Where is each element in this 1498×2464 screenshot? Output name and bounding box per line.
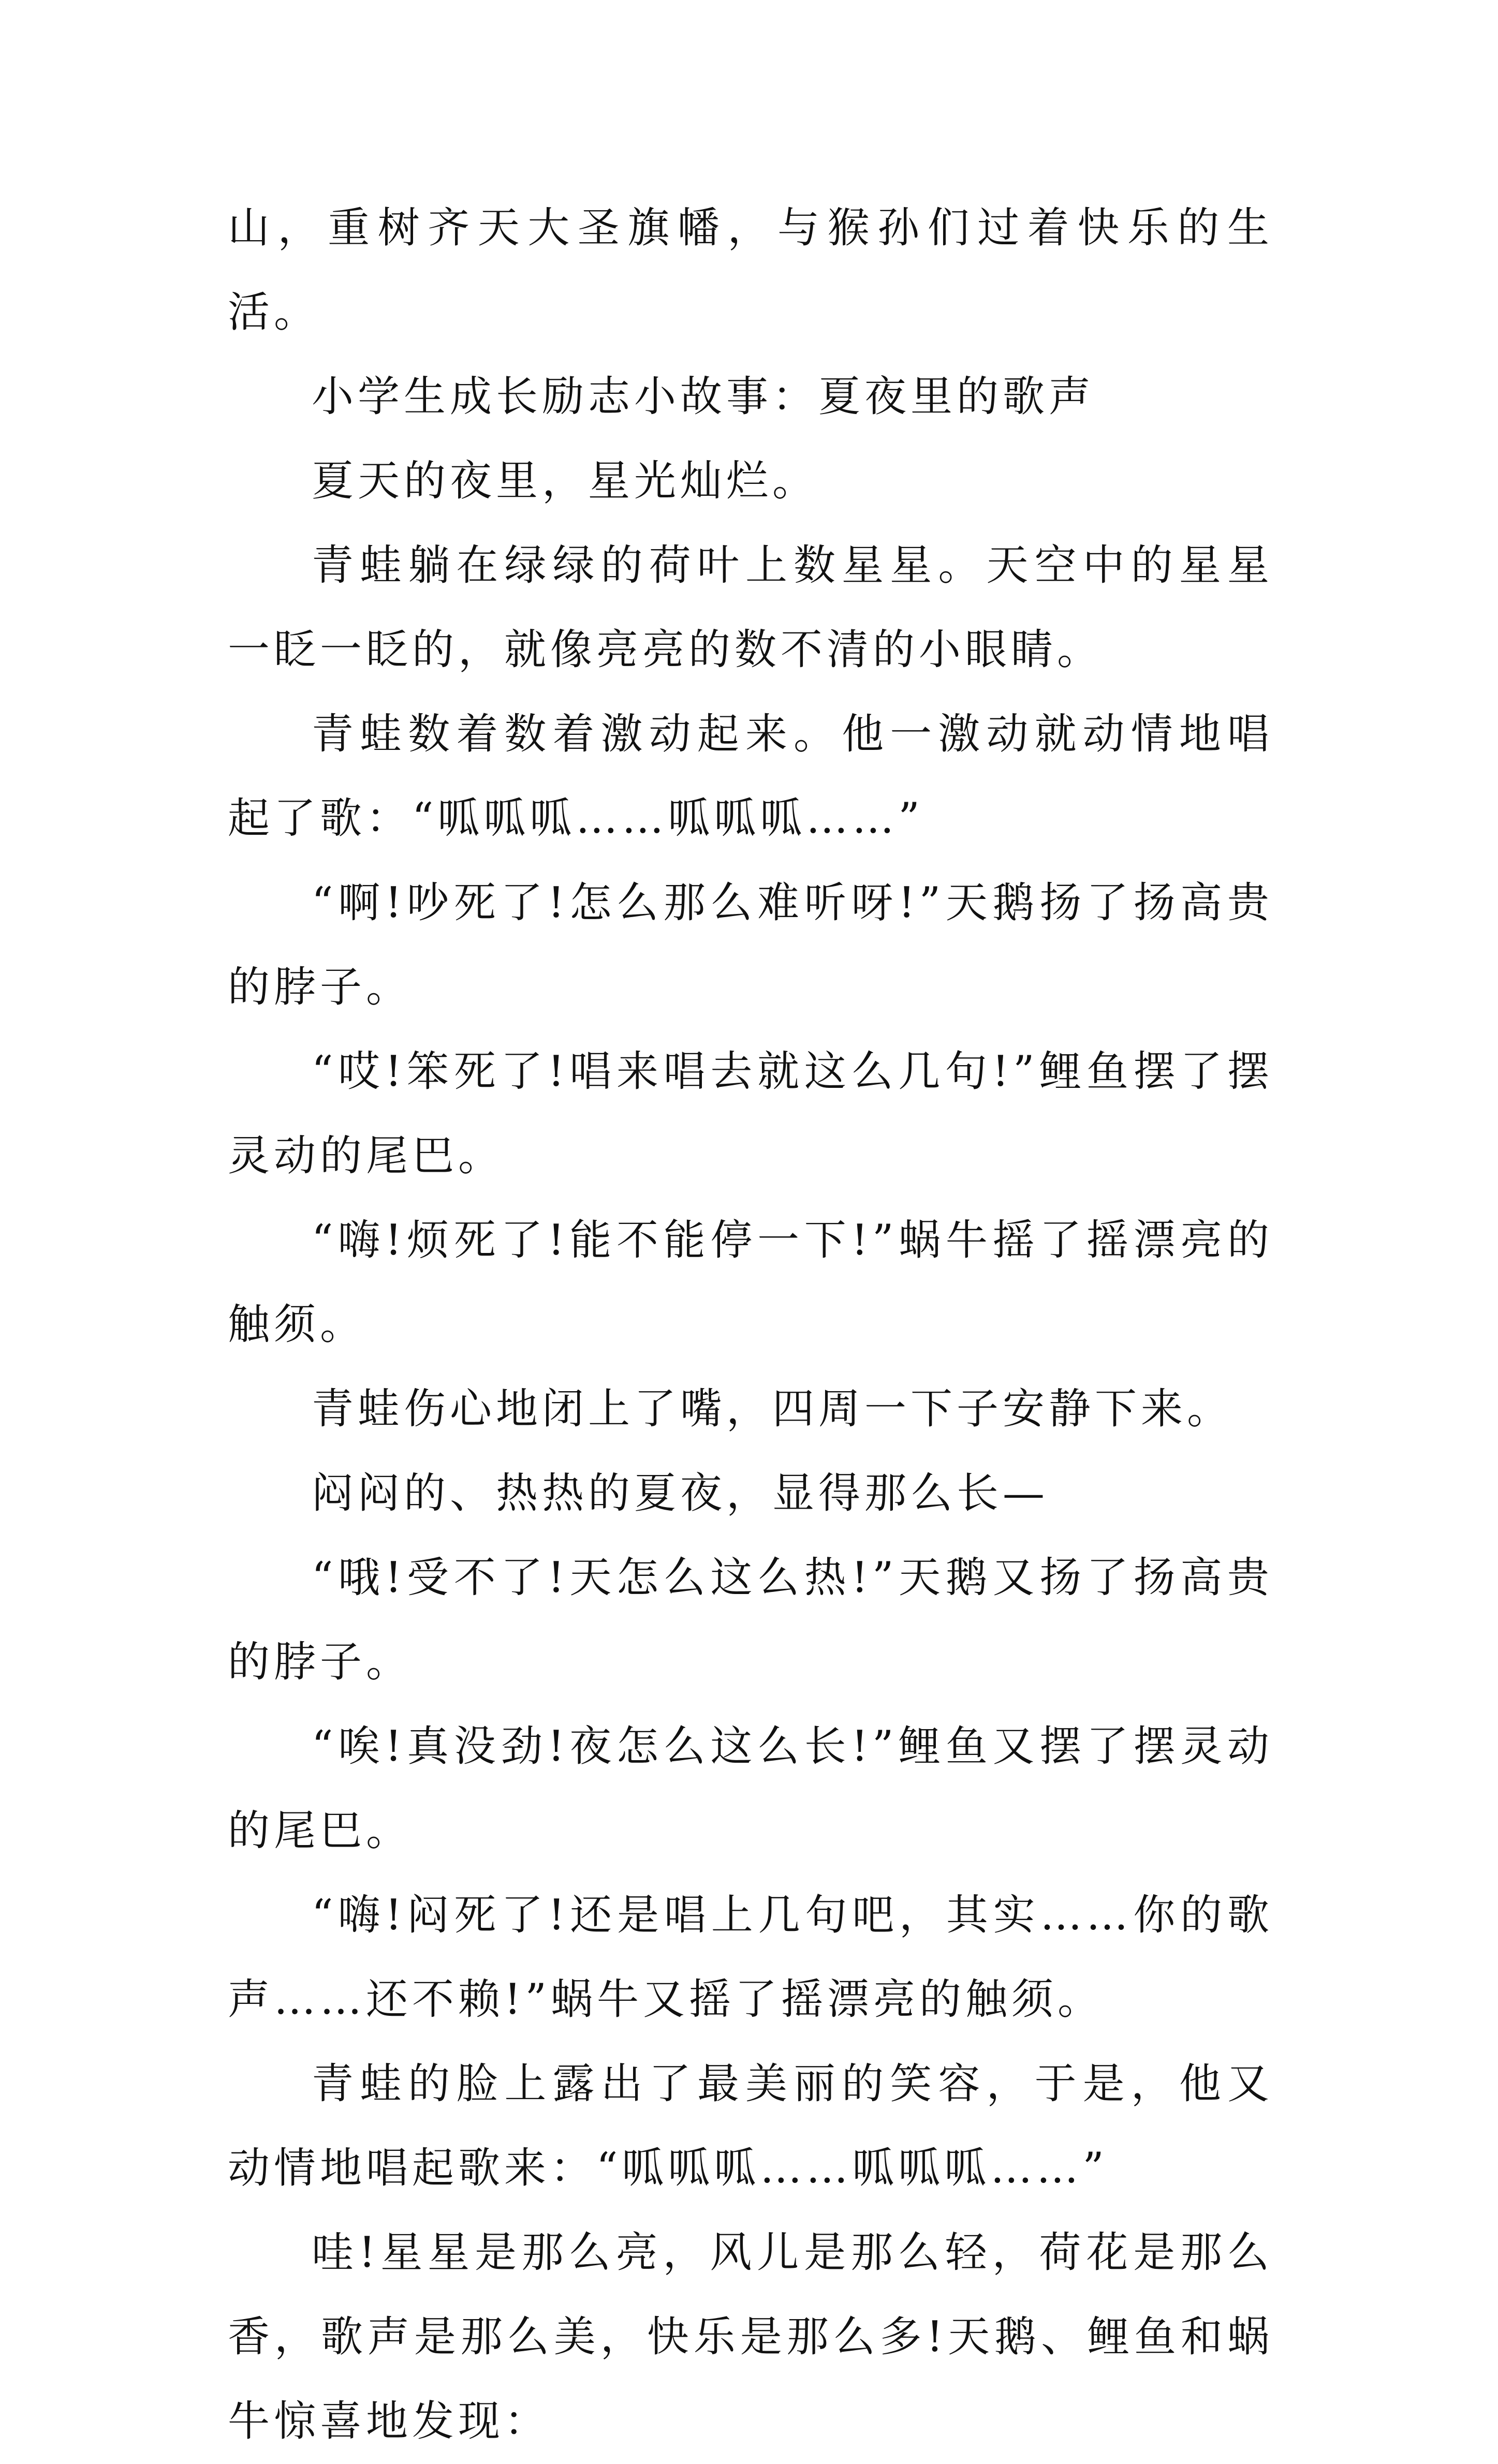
- paragraph: “嗨!闷死了!还是唱上几句吧，其实……你的歌声……还不赖!”蜗牛又摇了摇漂亮的触须。: [228, 1891, 1273, 2024]
- paragraph: 青蛙数着数着激动起来。他一激动就动情地唱起了歌：“呱呱呱……呱呱呱……”: [228, 710, 1273, 843]
- paragraph: 哇!星星是那么亮，风儿是那么轻，荷花是那么香，歌声是那么美，快乐是那么多!天鹅、鲤鱼和蜗牛惊喜地发现：: [228, 2229, 1273, 2446]
- paragraph: 青蛙的脸上露出了最美丽的笑容，于是，他又动情地唱起歌来：“呱呱呱……呱呱呱……”: [228, 2060, 1273, 2193]
- paragraph: 夏天的夜里，星光灿烂。: [312, 457, 819, 506]
- paragraph: “哦!受不了!天怎么这么热!”天鹅又扬了扬高贵的脖子。: [228, 1554, 1273, 1687]
- paragraph: “哎!笨死了!唱来唱去就这么几句!”鲤鱼摆了摆灵动的尾巴。: [228, 1047, 1273, 1181]
- paragraph: 闷闷的、热热的夏夜，显得那么长—: [312, 1469, 1049, 1518]
- paragraph: 山，重树齐天大圣旗幡，与猴孙们过着快乐的生活。: [228, 204, 1273, 337]
- paragraph: “啊!吵死了!怎么那么难听呀!”天鹅扬了扬高贵的脖子。: [228, 879, 1273, 1012]
- paragraph: 青蛙躺在绿绿的荷叶上数星星。天空中的星星一眨一眨的，就像亮亮的数不清的小眼睛。: [228, 541, 1273, 674]
- paragraph: “嗨!烦死了!能不能停一下!”蜗牛摇了摇漂亮的触须。: [228, 1216, 1273, 1349]
- document-body: [228, 186, 1273, 2464]
- paragraph: “唉!真没劲!夜怎么这么长!”鲤鱼又摆了摆灵动的尾巴。: [228, 1722, 1273, 1855]
- section-heading: 小学生成长励志小故事：夏夜里的歌声: [312, 373, 1095, 421]
- paragraph: 青蛙伤心地闭上了嘴，四周一下子安静下来。: [312, 1385, 1233, 1434]
